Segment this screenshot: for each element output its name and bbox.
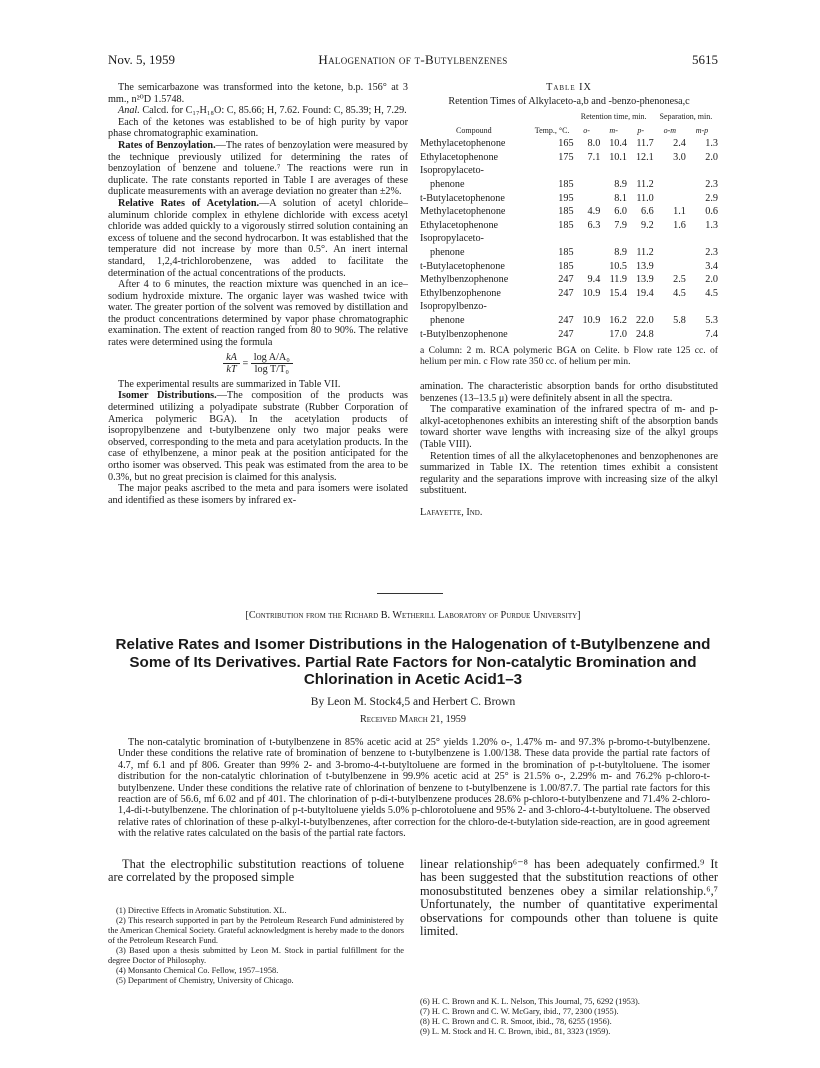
om-cell: 1.1 bbox=[673, 206, 686, 218]
m-cell: 6.0 bbox=[614, 206, 628, 218]
header-separation-label: Separation, min. bbox=[659, 112, 713, 121]
intro-right-text: linear relationship⁶⁻⁸ has been adequately confirmed.⁹ It has been suggested that the substitution reactions of other monosubstituted benzenes obey a similar relationship.⁶,⁷ Unfortunately, the number of quantitative experimental observations for compounds other than toluene is quite limited. bbox=[420, 857, 718, 939]
p-cell: 12.1 bbox=[635, 151, 654, 163]
mp-cell: 2.9 bbox=[705, 192, 718, 204]
mp-cell bbox=[686, 232, 718, 246]
p-cell: 11.2 bbox=[636, 246, 654, 258]
m-cell: 11.9 bbox=[609, 274, 628, 286]
paragraph: The comparative examination of the infrared spectra of m- and p-alkyl-acetophenones exhibits an interesting shift of the absorption bands toward shorter wave lengths with increasing size of the alkyl groups (Table VIII). bbox=[420, 404, 718, 451]
table-row bbox=[420, 219, 718, 233]
header-compound: Compound bbox=[456, 125, 492, 135]
compound-cell: Ethylbenzophenone bbox=[420, 287, 501, 299]
mp-cell bbox=[686, 164, 718, 178]
section-heading: Isomer Distributions. bbox=[118, 390, 217, 402]
table-row bbox=[420, 205, 718, 219]
o-cell bbox=[574, 232, 601, 246]
compound-cell: Isopropylaceto- bbox=[420, 165, 484, 177]
byline: By Leon M. Stock4,5 and Herbert C. Brown bbox=[310, 696, 516, 708]
formula-lhs bbox=[223, 352, 240, 376]
table-row bbox=[420, 273, 718, 287]
o-cell bbox=[574, 164, 601, 178]
section-divider bbox=[377, 593, 443, 594]
o-cell: 10.9 bbox=[582, 287, 601, 299]
intro-left bbox=[108, 858, 404, 885]
rate-formula bbox=[108, 352, 408, 376]
table-body bbox=[420, 110, 718, 341]
section-heading: Relative Rates of Acetylation. bbox=[118, 197, 260, 209]
table-row bbox=[420, 164, 718, 178]
table-row bbox=[420, 328, 718, 342]
compound-cell: Ethylacetophenone bbox=[420, 219, 499, 231]
compound-cell: phenone bbox=[430, 246, 465, 258]
mp-cell bbox=[686, 300, 718, 314]
article-title: Relative Rates and Isomer Distributions in the Halogenation of t-Butylbenzene and Some of Its Derivatives. Partial Rate Factors for Non-catalytic Bromination and Chlorination in Acetic Acid1–3 bbox=[115, 636, 711, 689]
section-text: —The rates of benzoylation were measured by the technique previously utilized for determining the rates of benzoylation of benzene and toluene.⁷ The reactions were run in duplicate. The rate constants reported in Table I are averages of these duplicate measurements with an average deviation no greater than ±2%. bbox=[108, 139, 408, 198]
p-cell: 11.7 bbox=[636, 138, 654, 150]
header-title: Halogenation of t-Butylbenzenes bbox=[318, 52, 508, 67]
paragraph: After 4 to 6 minutes, the reaction mixture was quenched in an ice–sodium hydroxide mixture. The organic layer was washed twice with water. The greater portion of the solvent was removed by distillation and the product concentrations determined by vapor phase chromatographic examination. The extent of reaction ranged from 80 to 90%. The relative rates were determined using the formula bbox=[108, 279, 408, 349]
compound-cell: Ethylacetophenone bbox=[420, 151, 499, 163]
retention-table bbox=[420, 110, 718, 341]
abstract-text: The non-catalytic bromination of t-butylbenzene in 85% acetic acid at 25° yields 1.20% o-, 1.47% m- and 97.3% p-bromo-t-butylbenzene. Under these conditions the relative rate of bromination of benzene to t-butylbenzene is 1.00/138. These data provide the partial rate factors of 4.7, mf 6.1 and pf 806. Greater than 99% 2- and 3-bromo-4-t-butyltoluene are formed in the bromination of p-t-butyltoluene. The isomer distribution for the non-catalytic chlorination of t-butylbenzene in 99.9% acetic acid at 25° is 21.5% o-, 2.29% m- and 76.2% p-chloro-t-butylbenzene. Under these conditions the relative rate of chlorination of benzene to t-butylbenzene is 1.00/87.7. The partial rate factors for this reaction are of 56.6, mf 6.02 and pf 401. The chlorination of p-di-t-butylbenzene produces 28.6% p-chloro-t-butylbenzene and 71.4% 2-chloro-1,4-di-t-butylbenzene. The chlorination of p-t-butyltoluene yields 5.0% p-chlorotoluene and 95% 2- and 3-chloro-4-t-butyltoluene. The observed relative rates of chlorination of these p-alkyl-t-butylbenzenes, after correction for the chloro-de-t-butylation side-reaction, are in good agreement with the relative rates calculated on the basis of the partial rate factors. bbox=[118, 737, 710, 840]
formula-rhs-numerator: log A/A₀ bbox=[251, 352, 293, 365]
footnote: (4) Monsanto Chemical Co. Fellow, 1957–1958. bbox=[116, 966, 279, 975]
temp-cell: 247 bbox=[558, 328, 574, 340]
intro-left-text: That the electrophilic substitution reactions of toluene are correlated by the proposed simple bbox=[108, 857, 404, 885]
mp-cell: 3.4 bbox=[705, 260, 718, 272]
table-row bbox=[420, 246, 718, 260]
running-header bbox=[108, 52, 718, 70]
footnote: (6) H. C. Brown and K. L. Nelson, This Journal, 75, 6292 (1953). bbox=[420, 997, 640, 1006]
table-header-row bbox=[420, 110, 718, 137]
temp-cell: 185 bbox=[558, 219, 574, 231]
footnotes-right bbox=[420, 997, 718, 1037]
m-cell bbox=[600, 232, 627, 246]
table-row bbox=[420, 260, 718, 274]
o-cell bbox=[574, 300, 601, 314]
mp-cell: 1.3 bbox=[705, 138, 718, 150]
mp-cell: 4.5 bbox=[705, 287, 718, 299]
table-row bbox=[420, 151, 718, 165]
footnote: (9) L. M. Stock and H. C. Brown, ibid., 81, 3323 (1959). bbox=[420, 1027, 611, 1036]
header-p: p- bbox=[637, 125, 645, 135]
p-cell: 22.0 bbox=[635, 314, 654, 326]
om-cell bbox=[654, 300, 686, 314]
m-cell: 10.1 bbox=[609, 151, 628, 163]
table-row bbox=[420, 178, 718, 192]
om-cell: 5.8 bbox=[673, 314, 686, 326]
page-number: 5615 bbox=[692, 52, 718, 67]
temp-cell bbox=[528, 300, 574, 314]
header-mp: m-p bbox=[695, 125, 709, 135]
o-cell: 7.1 bbox=[587, 151, 601, 163]
paragraph: Retention times of all the alkylacetophenones and benzophenones are summarized in Table IX. The retention times exhibit a consistent regularity and the separations improve with increasing size of the alkyl substituent. bbox=[420, 450, 718, 497]
temp-cell: 247 bbox=[558, 314, 574, 326]
formula-lhs-numerator: kA bbox=[223, 352, 240, 365]
analysis-label: Anal. bbox=[118, 105, 140, 117]
header-om: o-m bbox=[663, 125, 677, 135]
header-retention bbox=[574, 110, 654, 137]
temp-cell: 185 bbox=[558, 206, 574, 218]
om-cell: 2.4 bbox=[673, 138, 686, 150]
compound-cell: t-Butylbenzophenone bbox=[420, 328, 508, 340]
header-temp: Temp., °C. bbox=[534, 125, 570, 135]
table-row bbox=[420, 232, 718, 246]
m-cell: 15.4 bbox=[609, 287, 628, 299]
place-signature: Lafayette, Ind. bbox=[420, 507, 483, 519]
m-cell: 17.0 bbox=[609, 328, 628, 340]
mp-cell: 2.3 bbox=[705, 178, 718, 190]
p-cell: 19.4 bbox=[635, 287, 654, 299]
m-cell: 10.4 bbox=[609, 138, 628, 150]
o-cell bbox=[574, 246, 601, 260]
table-row bbox=[420, 192, 718, 206]
header-retention-label: Retention time, min. bbox=[580, 112, 647, 121]
footnote: (5) Department of Chemistry, University of Chicago. bbox=[116, 976, 294, 985]
table-row bbox=[420, 300, 718, 314]
compound-cell: Methylbenzophenone bbox=[420, 274, 509, 286]
p-cell bbox=[627, 232, 654, 246]
temp-cell: 185 bbox=[558, 246, 574, 258]
footnote: (8) H. C. Brown and C. R. Smoot, ibid., 78, 6255 (1956). bbox=[420, 1017, 612, 1026]
left-column bbox=[108, 82, 408, 506]
analysis-paragraph bbox=[108, 105, 408, 117]
paragraph: The major peaks ascribed to the meta and para isomers were isolated and identified as these isomers by infrared ex- bbox=[108, 483, 408, 506]
om-cell: 2.5 bbox=[673, 274, 686, 286]
formula-lhs-denominator: kT bbox=[226, 364, 237, 376]
temp-cell: 185 bbox=[558, 260, 574, 272]
p-cell: 13.9 bbox=[635, 274, 654, 286]
section-paragraph bbox=[108, 140, 408, 198]
p-cell: 24.8 bbox=[635, 328, 654, 340]
o-cell bbox=[574, 328, 601, 342]
o-cell bbox=[574, 260, 601, 274]
compound-cell: Isopropylaceto- bbox=[420, 233, 484, 245]
temp-cell: 185 bbox=[558, 178, 574, 190]
mp-cell: 1.3 bbox=[705, 219, 718, 231]
p-cell bbox=[627, 300, 654, 314]
m-cell: 16.2 bbox=[609, 314, 628, 326]
om-cell bbox=[654, 178, 686, 192]
compound-cell: Methylacetophenone bbox=[420, 206, 506, 218]
p-cell: 11.2 bbox=[636, 178, 654, 190]
footnote: (3) Based upon a thesis submitted by Leon M. Stock in partial fulfillment for the degree Doctor of Philosophy. bbox=[108, 946, 404, 965]
footnote: (7) H. C. Brown and C. W. McGary, ibid., 77, 2300 (1955). bbox=[420, 1007, 619, 1016]
m-cell: 10.5 bbox=[609, 260, 628, 272]
o-cell: 8.0 bbox=[587, 138, 601, 150]
header-m: m- bbox=[609, 125, 618, 135]
table-row bbox=[420, 287, 718, 301]
footnote: (1) Directive Effects in Aromatic Substitution. XL. bbox=[116, 906, 287, 915]
right-column bbox=[420, 82, 718, 519]
o-cell: 4.9 bbox=[587, 206, 601, 218]
temp-cell: 165 bbox=[558, 138, 574, 150]
m-cell: 8.9 bbox=[614, 246, 628, 258]
m-cell: 8.1 bbox=[614, 192, 628, 204]
analysis-text: Calcd. for C₁₇H₁₈O: C, 85.66; H, 7.62. Found: C, 85.39; H, 7.29. bbox=[142, 105, 407, 117]
om-cell: 4.5 bbox=[673, 287, 686, 299]
compound-cell: t-Butylacetophenone bbox=[420, 192, 505, 204]
section-text: —The composition of the products was determined utilizing a polyadipate substrate (Rubber Corporation of America polymeric BGA). In the acetylation products of isopropylbenzene and t-butylbenzene only two major peaks were observed, corresponding to the meta and para acetylation products. In the case of ethylbenzene, a minor peak at the position anticipated for the ortho isomer was observed. This peak was estimated from the area to be 0.3%, but no great precision is claimed for this analysis. bbox=[108, 390, 408, 483]
compound-cell: t-Butylacetophenone bbox=[420, 260, 505, 272]
header-date: Nov. 5, 1959 bbox=[108, 52, 176, 67]
om-cell: 3.0 bbox=[673, 151, 686, 163]
p-cell: 9.2 bbox=[641, 219, 654, 231]
contribution-line: [Contribution from the Richard B. Wetherill Laboratory of Purdue University] bbox=[245, 610, 581, 621]
temp-cell bbox=[528, 164, 574, 178]
mp-cell: 5.3 bbox=[705, 314, 718, 326]
mp-cell: 2.3 bbox=[705, 246, 718, 258]
paragraph: The semicarbazone was transformed into the ketone, b.p. 156° at 3 mm., n²⁰D 1.5748. bbox=[108, 82, 408, 105]
mp-cell: 0.6 bbox=[705, 206, 718, 218]
table-label: Table IX bbox=[546, 82, 592, 93]
o-cell: 6.3 bbox=[587, 219, 601, 231]
mp-cell: 2.0 bbox=[705, 151, 718, 163]
temp-cell: 247 bbox=[558, 287, 574, 299]
table-caption: Retention Times of Alkylaceto-a,b and -benzo-phenonesa,c bbox=[448, 96, 690, 107]
compound-cell: Methylacetophenone bbox=[420, 138, 506, 150]
p-cell: 13.9 bbox=[635, 260, 654, 272]
header-o: o- bbox=[583, 125, 590, 135]
compound-cell: phenone bbox=[430, 314, 465, 326]
table-notes: a Column: 2 m. RCA polymeric BGA on Celite. b Flow rate 125 cc. of helium per min. c Flow rate 350 cc. of helium per min. bbox=[420, 345, 718, 368]
temp-cell: 175 bbox=[558, 151, 574, 163]
mp-cell: 7.4 bbox=[705, 328, 718, 340]
mp-cell: 2.0 bbox=[705, 274, 718, 286]
om-cell bbox=[654, 232, 686, 246]
section-paragraph bbox=[108, 198, 408, 279]
section-heading: Rates of Benzoylation. bbox=[118, 139, 216, 151]
formula-rhs-denominator: log T/T₀ bbox=[254, 364, 289, 376]
o-cell bbox=[574, 178, 601, 192]
p-cell bbox=[627, 164, 654, 178]
intro-right bbox=[420, 858, 718, 938]
temp-cell bbox=[528, 232, 574, 246]
m-cell: 7.9 bbox=[614, 219, 628, 231]
m-cell bbox=[600, 300, 627, 314]
paragraph: Each of the ketones was established to be of high purity by vapor phase chromatographic examination. bbox=[108, 116, 408, 140]
om-cell bbox=[654, 164, 686, 178]
abstract bbox=[118, 737, 710, 840]
temp-cell: 247 bbox=[558, 274, 574, 286]
paragraph: The experimental results are summarized in Table VII. bbox=[118, 378, 341, 390]
received-date: Received March 21, 1959 bbox=[360, 714, 466, 725]
om-cell bbox=[654, 260, 686, 274]
m-cell bbox=[600, 164, 627, 178]
section-text: —A solution of acetyl chloride–aluminum chloride complex in ethylene dichloride with excess acetyl chloride was added quickly to a vigorously stirred solution containing an excess of toluene and the second hydrocarbon. It was established that the temperature did not increase by more than 0.5°. An inert internal standard, 1,2,4-trichlorobenzene, was added to facilitate the determination of the actual concentrations of the products. bbox=[108, 197, 408, 279]
formula-equals: = bbox=[242, 358, 249, 370]
compound-cell: phenone bbox=[430, 178, 465, 190]
formula-rhs bbox=[251, 352, 293, 376]
p-cell: 11.0 bbox=[636, 192, 654, 204]
o-cell: 10.9 bbox=[582, 314, 601, 326]
footnotes-left bbox=[108, 906, 404, 986]
footnote: (2) This research supported in part by the Petroleum Research Fund administered by the American Chemical Society. Grateful acknowledgment is hereby made to the donors of the Petroleum Research Fund. bbox=[108, 916, 404, 945]
om-cell bbox=[654, 328, 686, 342]
m-cell: 8.9 bbox=[614, 178, 628, 190]
om-cell: 1.6 bbox=[673, 219, 686, 231]
section-paragraph bbox=[108, 390, 408, 483]
table-row bbox=[420, 314, 718, 328]
compound-cell: Isopropylbenzo- bbox=[420, 301, 487, 313]
paragraph: amination. The characteristic absorption bands for ortho disubstituted benzenes (13–13.5 μ) were definitely absent in all the spectra. bbox=[420, 381, 718, 404]
o-cell: 9.4 bbox=[587, 274, 601, 286]
om-cell bbox=[654, 192, 686, 206]
p-cell: 6.6 bbox=[641, 206, 654, 218]
o-cell bbox=[574, 192, 601, 206]
header-separation bbox=[654, 110, 718, 137]
table-row bbox=[420, 137, 718, 151]
om-cell bbox=[654, 246, 686, 260]
temp-cell: 195 bbox=[558, 192, 574, 204]
